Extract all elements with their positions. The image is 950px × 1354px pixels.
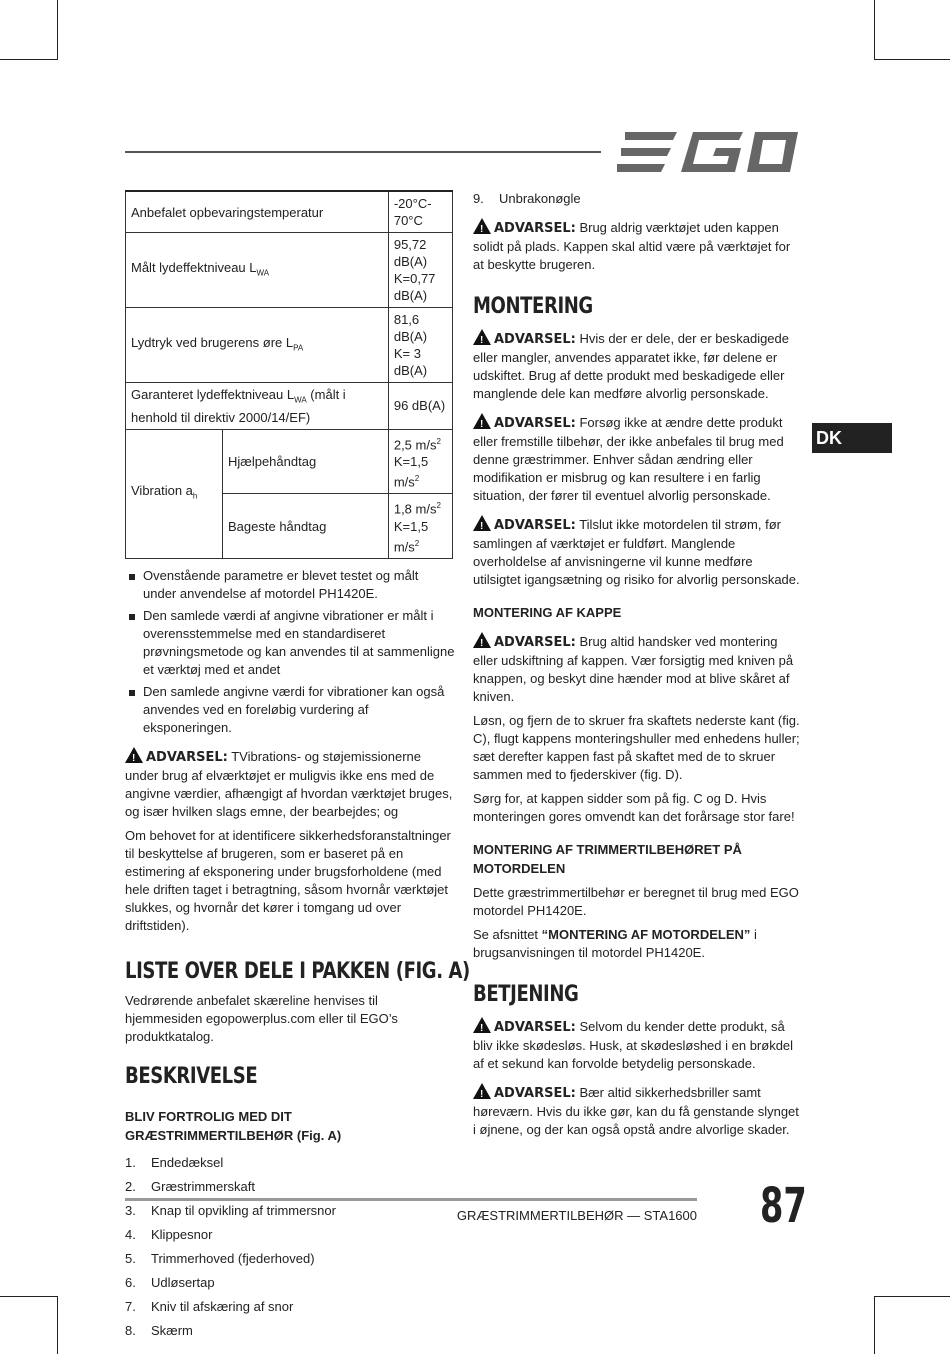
subheading: BLIV FORTROLIG MED DIT GRÆSTRIMMERTILBEHØR (Fig. A) — [125, 1108, 342, 1143]
bullet-list — [125, 567, 455, 737]
subheading: MONTERING AF TRIMMERTILBEHØRET PÅ MOTORDELEN — [473, 842, 742, 876]
warning-icon — [125, 747, 143, 763]
list-item: 1. Endedæksel — [125, 1154, 224, 1170]
right-column — [473, 190, 803, 1145]
warning-icon — [473, 1083, 491, 1099]
paragraph: Vedrørende anbefalet skæreline henvises til hjemmesiden egopowerplus.com eller til EGO’s produktkatalog. — [125, 992, 398, 1044]
section-heading: MONTERING — [473, 294, 593, 319]
list-item: Ovenstående parametre er blevet testet og målt under anvendelse af motordel PH1420E. — [125, 567, 455, 603]
spec-value: -20°C-70°C — [388, 191, 452, 233]
list-item: 5. Trimmerhoved (fjederhoved) — [125, 1250, 315, 1266]
crop-mark — [874, 0, 875, 60]
spec-sublabel: Hjælpehåndtag — [223, 429, 389, 494]
crop-mark — [57, 1296, 58, 1354]
paragraph: Løsn, og fjern de to skruer fra skaftets nederste kant (fig. C), flugt kappens monteringshuller med enhedens huller; sæt derefter kappen fast på skaftet med de to skruer sammen med to fjederskiver (fig. D). — [473, 713, 800, 782]
warning-icon — [473, 329, 491, 345]
language-tab: DK — [812, 423, 892, 453]
spec-value: 1,8 $m/s^2$ K=1,5 $m/s^2$ — [388, 494, 452, 559]
list-item: Den samlede værdi af angivne vibrationer er målt i overensstemmelse med en standardiseret prøvningsmetode og kan anvendes til at sammenligne et værktøj med et andet — [125, 607, 455, 679]
list-item: 9. Unbrakonøgle — [473, 191, 581, 206]
crop-mark — [874, 59, 950, 60]
warning-paragraph: !ADVARSEL: Brug aldrig værktøjet uden kappen solidt på plads. Kappen skal altid være på værktøjet for at beskytte brugeren. — [473, 218, 803, 274]
spec-value: 2,5 $m/s^2$ K=1,5 $m/s^2$ — [388, 429, 452, 494]
warning-paragraph: !ADVARSEL: Hvis der er dele, der er beskadigede eller mangler, anvendes apparatet ikke, før delene er udskiftet. Brug af dette produkt med beskadigede eller manglende dele kan medføre alvorlig personskade. — [473, 329, 803, 403]
spec-label: Lydtryk ved brugerens øre $L_{PA}$ — [126, 308, 389, 383]
crop-mark — [874, 1296, 875, 1354]
warning-icon — [473, 515, 491, 531]
warning-paragraph: !ADVARSEL: Forsøg ikke at ændre dette produkt eller fremstille tilbehør, der ikke anbefales til brug med denne græstrimmer. Enhver sådan ændring eller modifikation er misbrug og kan resultere i en farlig situation, der fører til eventuel alvorlig personskade. — [473, 413, 803, 505]
warning-icon — [473, 632, 491, 648]
warning-paragraph: !ADVARSEL: Bær altid sikkerhedsbriller samt høreværn. Hvis du ikke gør, kan du få genstande slynget i øjnene, og der kan også opstå andre alvorlige skader. — [473, 1083, 803, 1139]
subheading: MONTERING AF KAPPE — [473, 605, 622, 620]
list-item: 7. Kniv til afskæring af snor — [125, 1298, 294, 1314]
left-column — [125, 190, 470, 1343]
spec-label: Målt lydeffektniveau $L_{WA}$ — [126, 233, 389, 308]
header-rule — [125, 151, 601, 153]
warning-paragraph: !ADVARSEL: Tilslut ikke motordelen til strøm, før samlingen af værktøjet er fuldført. Manglende overholdelse af anvisningerne vil kunne medføre utilsigtet igangsætning og risiko for alvorlig personskade. — [473, 515, 803, 589]
list-item: Den samlede angivne værdi for vibrationer kan også anvendes ved en foreløbig vurdering af eksponeringen. — [125, 683, 455, 737]
warning-icon — [473, 413, 491, 429]
section-heading: LISTE OVER DELE I PAKKEN (FIG. A) — [125, 958, 470, 984]
paragraph: Om behovet for at identificere sikkerhedsforanstaltninger til beskyttelse af brugeren, som er baseret på en estimering af eksponering under brugsforholdene (med hele driften taget i betragtning, såsom hvornår værktøjet slukkes, og hvornår det kører i tomgang ud over driftstiden). — [125, 827, 451, 933]
page-number: 87 — [760, 1178, 807, 1234]
warning-icon — [473, 218, 491, 234]
parts-list-continued — [473, 190, 803, 208]
paragraph: Sørg for, at kappen sidder som på fig. C og D. Hvis monteringen gores omvendt kan det forårsage stor fare! — [473, 791, 795, 824]
warning-paragraph: !ADVARSEL: Selvom du kender dette produkt, så bliv ikke skødesløs. Husk, at skødesløshed i en brøkdel af et sekund kan forvolde betydelig personskade. — [473, 1017, 803, 1073]
spec-value: 95,72 dB(A) K=0,77 dB(A) — [388, 233, 452, 308]
spec-value: 81,6 dB(A) K= 3 dB(A) — [388, 308, 452, 383]
list-item: 2. Græstrimmerskaft — [125, 1178, 255, 1194]
crop-mark — [0, 1296, 58, 1297]
paragraph: Se afsnittet “MONTERING AF MOTORDELEN” i brugsanvisningen til motordel PH1420E. — [473, 927, 757, 960]
warning-paragraph: !ADVARSEL: TVibrations- og støjemissionerne under brug af elværktøjet er muligvis ikke ens med de angivne værdier, afhængigt af hvordan værktøjet bruges, og især hvilken slags emne, der bearbejdes; og — [125, 747, 455, 821]
spec-label: Anbefalet opbevaringstemperatur — [126, 191, 389, 233]
list-item: 3. Knap til opvikling af trimmersnor — [125, 1202, 336, 1218]
list-item: 4. Klippesnor — [125, 1226, 213, 1242]
crop-mark — [874, 1296, 950, 1297]
list-item: 8. Skærm — [125, 1322, 193, 1338]
parts-list — [125, 1151, 455, 1343]
warning-paragraph: !ADVARSEL: Brug altid handsker ved montering eller udskiftning af kappen. Vær forsigtig med kniven på knappen, og beskyt dine hænder mod at blive skåret af kniven. — [473, 632, 803, 706]
footer-rule — [125, 1198, 697, 1201]
list-item: 6. Udløsertap — [125, 1274, 215, 1290]
spec-label: Garanteret lydeffektniveau $L_{WA}$ (målt i henhold til direktiv 2000/14/EF) — [126, 383, 389, 430]
crop-mark — [57, 0, 58, 60]
spec-sublabel: Bageste håndtag — [223, 494, 389, 559]
warning-icon — [473, 1017, 491, 1033]
ego-logo — [615, 130, 800, 174]
specs-table — [125, 190, 453, 559]
spec-label: Vibration $a_h$ — [126, 429, 223, 558]
paragraph: Dette græstrimmertilbehør er beregnet til brug med EGO motordel PH1420E. — [473, 885, 799, 918]
section-heading: BESKRIVELSE — [125, 1063, 258, 1089]
crop-mark — [0, 59, 58, 60]
section-heading: BETJENING — [473, 982, 579, 1007]
footer-title: GRÆSTRIMMERTILBEHØR — STA1600 — [456, 1208, 697, 1223]
spec-value: 96 dB(A) — [388, 383, 452, 430]
